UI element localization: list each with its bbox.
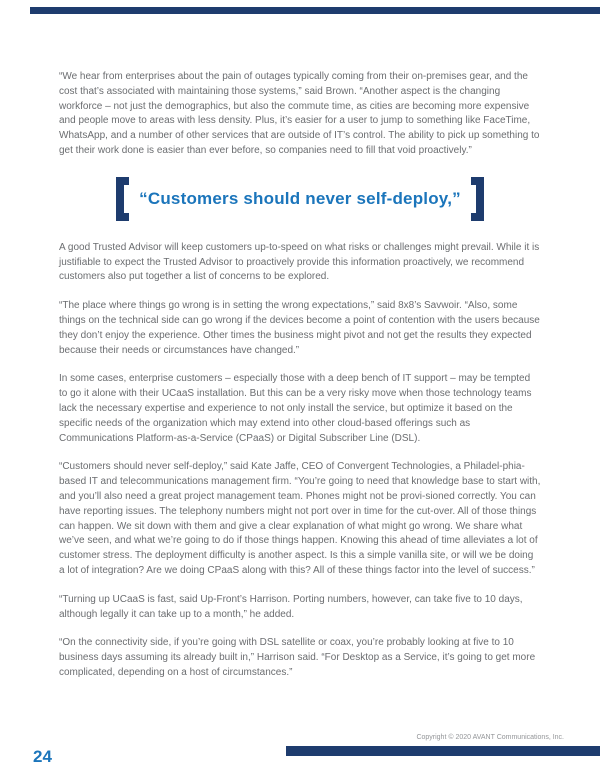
paragraph: In some cases, enterprise customers – especially those with a deep bench of IT support – may be tempted to go it alone with their UCaaS installation. But this can be a very risky move when those technology teams lack the necessary expertise and experience to not only install the service, but optimize it based on the specific needs of the organization which may extend into other cloud-based offerings such as Communications Platform-as-a-Service (CPaaS) or Digital Subscriber Line (DSL). bbox=[59, 373, 532, 444]
pull-quote bbox=[59, 177, 541, 221]
paragraph: “We hear from enterprises about the pain of outages typically coming from their on-premises gear, and the cost that’s associated with maintaining those systems,” said Brown. “Another aspect is the changing workforce – not just the demographics, but also the commute time, as cities are becoming more expensive and people move to areas with less density. Plus, it’s easier for a user to jump to something like FaceTime, WhatsApp, and a number of other services that are outside of IT’s control. The ability to pick up something to get their work done is easier than ever before, so companies need to fill that void proactively.” bbox=[59, 71, 540, 156]
paragraph: “On the connectivity side, if you’re going with DSL satellite or coax, you’re probably looking at five to 10 business days assuming its already built in,” Harrison said. “For Desktop as a Service, it’s going to get more complicated, depending on a host of circumstances.” bbox=[59, 637, 536, 678]
paragraph: “Turning up UCaaS is fast, said Up-Front’s Harrison. Porting numbers, however, can take five to 10 days, although legally it can take up to a month,” he added. bbox=[59, 593, 523, 620]
top-accent-bar bbox=[30, 7, 600, 14]
paragraph: “Customers should never self-deploy,” said Kate Jaffe, CEO of Convergent Technologies, a Philadel-phia-based IT and telecommunications management firm. “You’re going to need that knowledge base to start with, and you’ll also need a great project management team. Phones might not be provi-sioned correctly. You can have reporting issues. The telephony numbers might not port over in time for the cut-over. All of those things can happen. We sit down with them and give a clear explanation of what might go wrong. We share what we’ve seen, and what we’re going to do if those things happen. Knowing this ahead of time alleviates a lot of customer stress. The deployment difficulty is another aspect. Is this a simple vanilla site, or will we be doing a lot of integration? Are we doing CPaaS along with this? All of these things factor into the level of success.” bbox=[59, 461, 541, 576]
paragraph: “The place where things go wrong is in setting the wrong expectations,” said 8x8’s Savwoir. “Also, some things on the technical side can go wrong if the devices become a point of contention with the users because they don’t enjoy the experience. Other times the business might pivot and not get the results they expected because their needs or circumstances have changed.” bbox=[59, 300, 540, 356]
right-bracket-icon bbox=[471, 177, 484, 221]
left-bracket-icon bbox=[116, 177, 129, 221]
copyright-text: Copyright © 2020 AVANT Communications, Inc. bbox=[416, 734, 564, 741]
bottom-accent-bar bbox=[286, 746, 600, 756]
paragraph: A good Trusted Advisor will keep customers up-to-speed on what risks or challenges might prevail. While it is justifiable to expect the Trusted Advisor to proactively provide this information proactively, we recommend customers also put together a list of concerns to be explored. bbox=[59, 241, 540, 283]
page-number: 24 bbox=[33, 747, 52, 766]
page-content bbox=[59, 70, 541, 695]
pull-quote-text: “Customers should never self-deploy,” bbox=[139, 189, 461, 209]
